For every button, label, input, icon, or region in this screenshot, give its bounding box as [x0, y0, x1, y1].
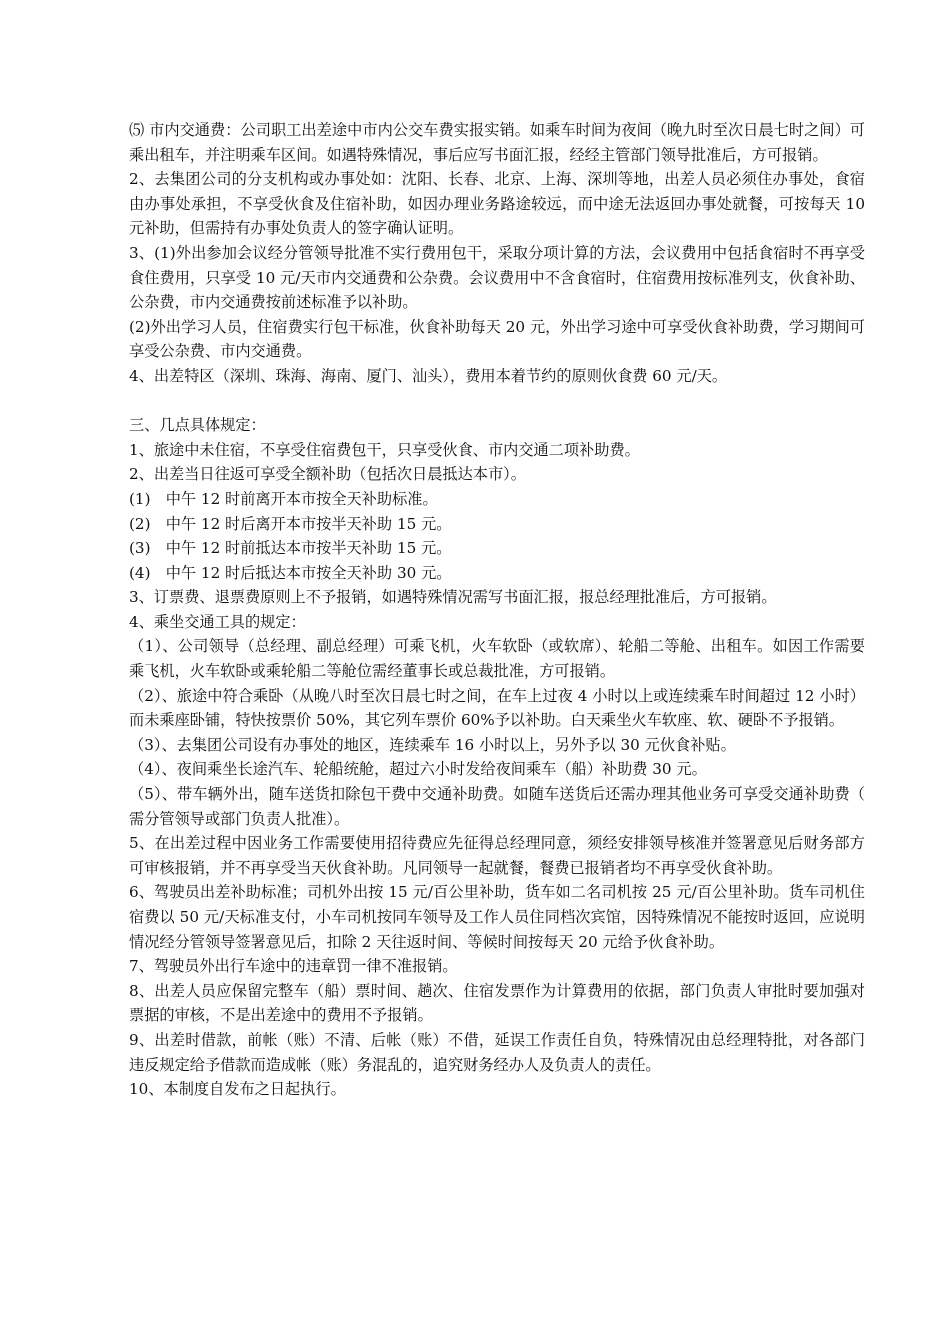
- rule-2-item-1: (1) 中午 12 时前离开本市按全天补助标准。: [129, 489, 438, 508]
- rule-4-item-2: （2）、旅途中符合乘卧（从晚八时至次日晨七时之间，在车上过夜 4 小时以上或连续乘车时间超过 12 小时）而未乘座卧铺，特快按票价 50%，其它列车票价 60%予以补助。白天乘坐火车软座、软、硬卧不予报销。: [129, 686, 865, 730]
- document-body: [129, 118, 865, 1102]
- rule-2-item-4: (4) 中午 12 时后抵达本市按全天补助 30 元。: [129, 563, 452, 582]
- rule-9: 9、出差时借款，前帐（账）不清、后帐（账）不借，延误工作责任自负，特殊情况由总经理特批，对各部门违反规定给予借款而造成帐（账）务混乱的，追究财务经办人及负责人的责任。: [129, 1030, 865, 1074]
- blank-line: [129, 389, 865, 414]
- rule-5: 5、在出差过程中因业务工作需要使用招待费应先征得总经理同意，须经安排领导核准并签署意见后财务部方可审核报销，并不再享受当天伙食补助。凡同领导一起就餐，餐费已报销者均不再享受伙食补助。: [129, 834, 865, 877]
- section-heading: 三、几点具体规定：: [129, 416, 266, 435]
- rule-3: 3、订票费、退票费原则上不予报销，如遇特殊情况需写书面汇报，报总经理批准后，方可报销。: [129, 588, 777, 607]
- paragraph-study: (2)外出学习人员，住宿费实行包干标准，伙食补助每天 20 元，外出学习途中可享受伙食补助费，学习期间可享受公杂费、市内交通费。: [129, 317, 865, 361]
- rule-7: 7、驾驶员外出行车途中的违章罚一律不准报销。: [129, 957, 458, 976]
- rule-4: 4、乘坐交通工具的规定：: [129, 612, 306, 631]
- rule-1: 1、旅途中未住宿，不享受住宿费包干，只享受伙食、市内交通二项补助费。: [129, 440, 640, 459]
- rule-6: 6、驾驶员出差补助标准；司机外出按 15 元/百公里补助，货车如二名司机按 25 元/百公里补助。货车司机住宿费以 50 元/天标准支付，小车司机按同车领导及工作人员住同档次宾馆，因特殊情况不能按时返回，应说明情况经分管领导签署意见后，扣除 2 天往返时间、等候时间按每天 20 元给予伙食补助。: [129, 883, 865, 951]
- paragraph-city-transport: ⑸ 市内交通费：公司职工出差途中市内公交车费实报实销。如乘车时间为夜间（晚九时至次日晨七时之间）可乘出租车，并注明乘车区间。如遇特殊情况，事后应写书面汇报，经经主管部门领导批准后，方可报销。: [129, 121, 865, 164]
- rule-2-item-2: (2) 中午 12 时后离开本市按半天补助 15 元。: [129, 514, 452, 533]
- paragraph-meetings: 3、(1)外出参加会议经分管领导批准不实行费用包干，采取分项计算的方法，会议费用中包括食宿时不再享受食住费用，只享受 10 元/天市内交通费和公杂费。会议费用中不含食宿时，住宿费用按标准列支，伙食补助、公杂费，市内交通费按前述标准予以补助。: [129, 243, 865, 312]
- rule-4-item-3: （3）、去集团公司设有办事处的地区，连续乘车 16 小时以上，另外予以 30 元伙食补贴。: [129, 735, 736, 754]
- paragraph-special-zones: 4、出差特区（深圳、珠海、海南、厦门、汕头），费用本着节约的原则伙食费 60 元/天。: [129, 366, 728, 385]
- rule-2-item-3: (3) 中午 12 时前抵达本市按半天补助 15 元。: [129, 539, 452, 558]
- rule-8: 8、出差人员应保留完整车（船）票时间、趟次、住宿发票作为计算费用的依据，部门负责人审批时要加强对票据的审核，不是出差途中的费用不予报销。: [129, 981, 865, 1025]
- rule-4-item-4: （4）、夜间乘坐长途汽车、轮船统舱，超过六小时发给夜间乘车（船）补助费 30 元。: [129, 760, 707, 779]
- rule-10: 10、本制度自发布之日起执行。: [129, 1080, 346, 1099]
- rule-4-item-1: （1）、公司领导（总经理、副总经理）可乘飞机，火车软卧（或软席）、轮船二等舱、出租车。如因工作需要乘飞机，火车软卧或乘轮船二等舱位需经董事长或总裁批准，方可报销。: [129, 637, 865, 681]
- rule-2: 2、出差当日往返可享受全额补助（包括次日晨抵达本市）。: [129, 465, 526, 484]
- paragraph-branch-offices: 2、去集团公司的分支机构或办事处如：沈阳、长春、北京、上海、深圳等地，出差人员必须住办事处，食宿由办事处承担，不享受伙食及住宿补助，如因办理业务路途较远，而中途无法返回办事处就餐，可按每天 10 元补助，但需持有办事处负责人的签字确认证明。: [129, 170, 865, 238]
- rule-4-item-5: （5）、带车辆外出，随车送货扣除包干费中交通补助费。如随车送货后还需办理其他业务可享受交通补助费（需分管领导或部门负责人批准）。: [129, 785, 865, 828]
